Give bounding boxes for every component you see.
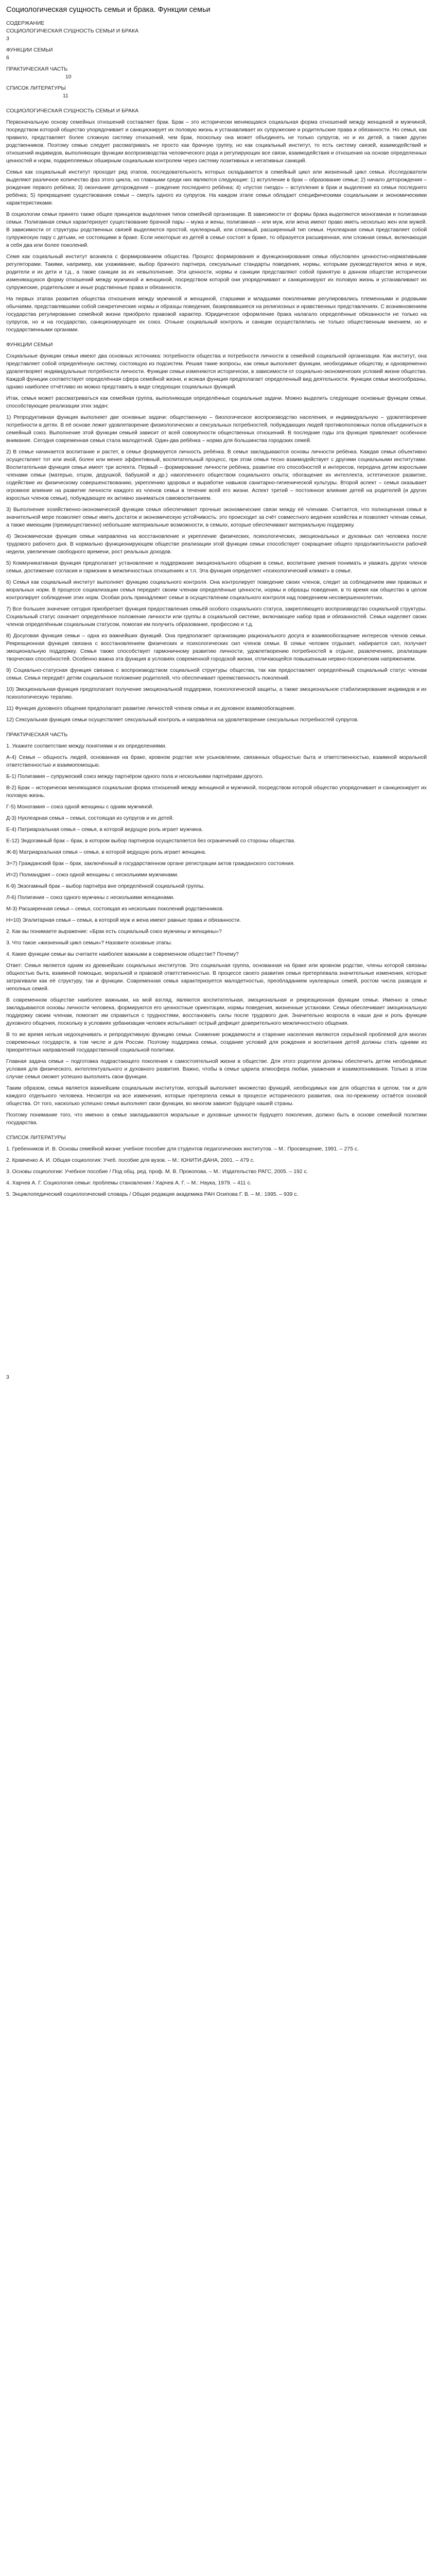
answer-paragraph: Главная задача семьи – подготовка подрастающего поколения к самостоятельной жизни в обществе. Для этого родители должны обеспечить детям необходимые условия для физического, интеллектуального и духовного развития. Важно, чтобы в семье царила атмосфера любви, уважения и взаимопонимания. Только в этом случае семья сможет успешно выполнять свои функции. <box>6 1059 427 1080</box>
toc-entry-label: ПРАКТИЧЕСКАЯ ЧАСТЬ <box>6 66 68 72</box>
toc-entry <box>6 27 427 43</box>
section-heading: СПИСОК ЛИТЕРАТУРЫ <box>6 1135 66 1141</box>
function-item: 10) Эмоциональная функция предполагает получение эмоциональной поддержки, психологической защиты, а также эмоциональное стабилизирование индивидов и их психологическую терапию. <box>6 687 427 700</box>
page-number: 3 <box>6 1375 9 1380</box>
task-line: 1. Укажите соответствие между понятиями и их определениями. <box>6 743 167 749</box>
toc-entry <box>6 46 427 62</box>
toc-entry-label: СОЦИОЛОГИЧЕСКАЯ СУЩНОСТЬ СЕМЬИ И БРАКА <box>6 28 139 34</box>
task-line: Ж-8) Матриархальная семья – семья, в которой ведущую роль играет женщина. <box>6 850 206 855</box>
task-line: Е-12) Эндогамный брак – брак, в котором выбор партнеров осуществляется без ограничений со стороны общества. <box>6 838 295 844</box>
function-item: 7) Все большее значение сегодня приобретает функция предоставления семьёй особого социального статуса, закрепляющего воспроизводство социальной структуры. Социальный статус означает определённое положение личности или группы в социальной системе, включающее набор прав и обязанностей. Семья наделяет своих членов определённым социальным статусом, помогая им получить образование, профессию и т.д. <box>6 606 427 628</box>
task-line: Е-4) Патриархальная семья – семья, в которой ведущую роль играет мужчина. <box>6 827 203 833</box>
section-heading: ПРАКТИЧЕСКАЯ ЧАСТЬ <box>6 732 68 738</box>
task-line: А-4) Семья – общность людей, основанная на браке, кровном родстве или усыновлении, связанных общностью быта и ответственностью, взаимной моральной ответственностью и взаимопомощью. <box>6 755 427 768</box>
task-line: 3. Что такое «жизненный цикл семьи»? Назовите основные этапы. <box>6 940 172 946</box>
task-line: Д-3) Нуклеарная семья – семья, состоящая из супругов и их детей. <box>6 816 174 821</box>
function-item: 2) В семье начинается воспитание и растет, в семье формируется личность ребёнка. В семье закладываются основы личности ребёнка. Каждая семья объективно осуществляет тот или иной, более или менее эффективный, воспитательный процесс, при этом семья тесно взаимодействует с другими социальными институтами. Воспитательная функция семьи имеет три аспекта. Первый – формирование личности ребёнка, развитие его способностей и интересов, передача детям взрослыми членами семьи (матерью, отцом, дедушкой, бабушкой и др.) накопленного обществом социального опыта; обогащение их интеллекта, эстетическое развитие, содействие их физическому совершенствованию, укреплению здоровья и выработке навыков санитарно-гигиенической культуры. Второй аспект – семья оказывает огромное влияние на развитие личности каждого из членов семьи в течение всей его жизни. Аспект третий – постоянное влияние детей на родителей (и других взрослых членов семьи), побуждающее их активно заниматься самовоспитанием. <box>6 449 427 501</box>
bibliography <box>6 1134 427 1198</box>
task-line: К-9) Экзогамный брак – выбор партнёра вне определённой социальной группы. <box>6 884 205 889</box>
toc-entry-page: 10 <box>65 74 72 80</box>
task-line: И=2) Полиандрия – союз одной женщины с несколькими мужчинами. <box>6 872 179 878</box>
answer-paragraph: В то же время нельзя недооценивать и репродуктивную функцию семьи. Снижение рождаемости и старение населения являются серьёзной проблемой для многих современных государств, в том числе и для России. Поэтому поддержка семьи, создание условий для рождения и воспитания детей должны стать одними из приоритетных направлений государственной социальной политики. <box>6 1032 427 1053</box>
answer-paragraph: В современном обществе наиболее важными, на мой взгляд, являются воспитательная, эмоциональная и рекреационная функции семьи. Именно в семье закладываются основы личности человека, формируются его ценностные ориентации, нормы поведения, жизненные установки. Семья обеспечивает эмоциональную поддержку своим членам, помогает им справиться с трудностями, восстановить силы после трудового дня. Значительно возросла в наши дни и роль функции духовного общения, поскольку в условиях урбанизации человек испытывает острый дефицит доверительного межличностного общения. <box>6 997 427 1026</box>
task-line: Б-1) Полигамия – супружеский союз между партнёром одного пола и несколькими партнёрами другого. <box>6 774 264 779</box>
function-item: 8) Досуговая функция семьи – одна из важнейших функций. Она предполагает организацию рационального досуга и взаимообогащение интересов членов семьи. Рекреационная функция связана с восстановлением физических и психологических сил членов семьи. В семье человек отдыхает, набирается сил, получает эмоциональную поддержку. Семья также способствует гармоничному развитию личности, удовлетворению потребностей в отдыхе, развлечениях, реализации творческих способностей. Особенно важна эта функция в условиях современной городской жизни, отличающейся повышенным нервно-психическим напряжением. <box>6 633 427 662</box>
toc-entry-page: 11 <box>63 93 68 99</box>
section-practical <box>6 731 427 1127</box>
toc-entry-page: 6 <box>6 55 9 61</box>
task-line: Г-5) Моногамия – союз одной женщины с одним мужчиной. <box>6 804 154 810</box>
bibliography-item: 2. Кравченко А. И. Общая социология: Учеб. пособие для вузов. – М.: ЮНИТИ-ДАНА, 2001. – 479 с. <box>6 1158 255 1163</box>
toc-entry <box>6 65 427 81</box>
bibliography-item: 1. Гребенников И. В. Основы семейной жизни: учебное пособие для студентов педагогических институтов. – М.: Просвещение, 1991. – 275 с. <box>6 1146 359 1152</box>
paragraph: Семя как социальный институт возникла с формированием общества. Процесс формирования и функционирования семьи обусловлен ценностно-нормативными регуляторами. Такими, например, как ухаживание, выбор брачного партнера, сексуальные стандарты поведения, нормы, которыми руководствуются жена и муж, родители и их дети и т.д., а также санкции за их невыполнение. Эти ценности, нормы и санкции представляют собой принятую в данном обществе исторически изменяющуюся форму отношений между мужчиной и женщиной, посредством которой они упорядочивают и санкционируют их половую жизнь и устанавливают их супружеские, родительские и иные родственные права и обязанности. <box>6 254 427 291</box>
answer-paragraph: Ответ: Семья является одним из древнейших социальных институтов. Это социальная группа, основанная на браке или кровном родстве, члены которой связаны общностью быта, взаимной помощью, моральной и правовой ответственностью. В процессе своего развития семья претерпевала значительные изменения, которые затрагивали как её структуру, так и функции. Современная семья характеризуется малодетностью, преобладанием нуклеарных семей, ростом числа разводов и неполных семей. <box>6 963 427 992</box>
toc-entry-label: СПИСОК ЛИТЕРАТУРЫ <box>6 86 66 91</box>
paragraph: В социологии семьи принято также общее принципов выделения типов семейной организации. В зависимости от формы брака выделяются моногамная и полигамная семьи. Полигамная семья характеризует существование брачной пары – мужа и жены, полигамная – или муж, или жена имеют право иметь несколько жен или мужей. В зависимости от структуры родственных связей выделяются простой, нуклеарный, или сложный, расширенный тип семьи. Нуклеарная семья представляет собой супружескую пару с детьми, не состоящими в браке. Если некоторые из детей в семье состоят в браке, то образуется расширенная, или сложная семья, включающая в себя два или более поколений. <box>6 212 427 248</box>
toc-entry-label: ФУНКЦИИ СЕМЬИ <box>6 47 53 53</box>
function-item: 6) Семья как социальный институт выполняет функцию социального контроля. Она контролирует поведение своих членов, следит за соблюдением ими правовых и моральных норм. В процессе социализации семья передаёт своим членам определённые ценности, нормы и образцы поведения, в то время как общество в целом контролирует соблюдение этих норм. Особая роль принадлежит семье в осуществлении социального контроля над поведением несовершеннолетних. <box>6 580 427 601</box>
function-item: 12) Сексуальная функция семьи осуществляет сексуальный контроль и направлена на удовлетворение сексуальных потребностей супругов. <box>6 717 359 723</box>
section-functions <box>6 341 427 724</box>
section-heading: ФУНКЦИИ СЕМЬИ <box>6 342 53 348</box>
function-item: 3) Выполнение хозяйственно-экономической функции семья обеспечивает прочные экономические связи между её членами. Считается, что полноценная семья в значительной мере позволяет семье иметь достаток и экономическую устойчивость: это происходит за счёт совместного ведения хозяйства и позволяет членам семьи, а также имеющим (преимущественно) небольшие материальные возможности, в семьях, которые обеспечивают материальную поддержку. <box>6 507 427 528</box>
task-line: З=7) Гражданский брак – брак, заключённый в государственном органе регистрации актов гражданского состояния. <box>6 861 295 867</box>
table-of-contents <box>6 20 427 100</box>
task-line: 4. Какие функции семьи вы считаете наиболее важными в современном обществе? Почему? <box>6 952 239 957</box>
function-item: 5) Коммуникативная функция предполагает установление и поддержание эмоционального общения в семье, воспитание умения понимать и уважать других членов семьи, достижение согласия и гармонии в межличностных отношениях и т.п. Эта функция определяет «психологический климат» в семье. <box>6 561 427 574</box>
task-line: М-3) Расширенная семья – семья, состоящая из нескольких поколений родственников. <box>6 906 224 912</box>
toc-heading: СОДЕРЖАНИЕ <box>6 21 45 26</box>
bibliography-item: 3. Основы социологии: Учебное пособие / Под общ. ред. проф. М. В. Прокопова. – М.: Издательство РАГС, 2005. – 192 с. <box>6 1169 308 1175</box>
function-item: 4) Экономическая функция семьи направлена на восстановление и укрепление физических, психологических, эмоциональных и духовных сил человека после трудового рабочего дня. В нормально функционирующем обществе реализации этой функции семьи способствует сокращение общего продолжительности рабочей недели, увеличение свободного времени, рост реальных доходов. <box>6 534 427 555</box>
paragraph: Первоначальную основу семейных отношений составляет брак. Брак – это исторически меняющаяся социальная форма отношений между женщиной и мужчиной, посредством которой общество упорядочивает и санкционирует их половую жизнь и устанавливает их супружеские и родительские права и обязанности. Но семья, как правило, представляет более сложную систему отношений, чем брак, поскольку она может объединять не только супругов, но и их детей, а также других родственников. Поэтому семью следует рассматривать не просто как брачную группу, но как социальный институт, то есть систему связей, взаимодействий и отношений индивидов, выполняющих функции воспроизводства человеческого рода и регулирующих все связи, взаимодействия и отношения на основе определенных ценностей и норм, подкрепляемых обширным социальным контролем через систему позитивных и негативных санкций. <box>6 120 427 164</box>
toc-entry-page: 3 <box>6 36 9 42</box>
paragraph: Семья как социальный институт проходит ряд этапов, последовательность которых складывается в семейный цикл или жизненный цикл семьи. Исследователи выделяют различное количество фаз этого цикла, но главными среди них являются следующие: 1) вступление в брак – образование семьи; 2) начало деторождения – рождение первого ребёнка; 3) окончание деторождения – рождение последнего ребёнка; 4) «пустое гнездо» – вступление в брак и выделение из семьи последнего ребёнка; 5) прекращение существования семьи – смерть одного из супругов. На каждом этапе семья обладает специфическими социальными и экономическими характеристиками. <box>6 170 427 206</box>
paragraph: Итак, семья может рассматриваться как семейная группа, выполняющая определённые социальные задачи. Можно выделить следующие основные функции семьи, способствующие реализации этих задач: <box>6 396 427 409</box>
function-item: 1) Репродуктивная функция выполняет две основные задачи: общественную – биологическое воспроизводство населения, и индивидуальную – удовлетворение потребности в детях. В её основе лежит удовлетворение физиологических и сексуальных потребностей, побуждающих людей противоположных полов объединиться в семейный союз. Выполнение этой функции семьей зависит от всей совокупности общественных отношений. В последние годы эта функция привлекает особенное внимание. Сегодня современная семья стала малодетной. Один-два ребёнка – норма для большинства городских семей. <box>6 415 427 444</box>
task-line: Л-6) Полигиния – союз одного мужчины с несколькими женщинами. <box>6 895 175 901</box>
document-title: Социологическая сущность семьи и брака. Функции семьи <box>6 6 211 14</box>
task-line: Н=10) Эгалитарная семья – семья, в которой муж и жена имеют равные права и обязанности. <box>6 918 241 923</box>
paragraph: Социальные функции семьи имеют два основных источника: потребности общества и потребности личности в семейной социальной организации. Как институт, она представляет собой определённую систему, состоящую из подсистем. Решая такие вопросы, как семья выполняет функции, необходимые обществу, и одновременно удовлетворяет индивидуальные потребности личности. Функции семьи изменяются исторически, в зависимости от социально-экономических условий жизни общества. Каждой функции соответствует определённая сфера семейной жизни, и всякая функция предполагает определенный вид деятельности. Функции семьи многообразны, однако наиболее отчётливо их можно представить в виде следующих социальных функций. <box>6 353 427 390</box>
toc-entry <box>6 84 427 100</box>
bibliography-item: 5. Энциклопедический социологический словарь / Общая редакция академика РАН Осипова Г. В. – М.: 1995. – 939 с. <box>6 1192 299 1197</box>
section-heading: СОЦИОЛОГИЧЕСКАЯ СУЩНОСТЬ СЕМЬИ И БРАКА <box>6 108 139 114</box>
function-item: 9) Социально-статусная функция связана с воспроизводством социальной структуры общества, так как предоставляет определённый социальный статус членам семьи. Семья передаёт детям социальное положение родителей, что обеспечивает преемственность поколений. <box>6 668 427 681</box>
answer-paragraph: Поэтому понимание того, что именно в семье закладываются моральные и духовные ценности будущего поколения, должно быть в основе семейной политики государства. <box>6 1112 427 1126</box>
task-line: В-2) Брак – исторически меняющаяся социальная форма отношений между женщиной и мужчиной, посредством которой общество упорядочивает и санкционирует их половую жизнь. <box>6 785 427 799</box>
paragraph: На первых этапах развития общества отношения между мужчиной и женщиной, старшими и младшими поколениями регулировались племенными и родовыми обычаями, представлявшими собой синкретические нормы и образцы поведения, базировавшиеся на религиозных и нравственных представлениях. С возникновением государства регулирование семейной жизни приобрело правовой характер. Юридическое оформление брака налагало определённые обязанности не только на супругов, но и на государство, санкционирующее их союз. Отныне социальный контроль и санкции осуществлялись не только общественным мнением, но и государственными органами. <box>6 296 427 333</box>
task-line: 2. Как вы понимаете выражение: «Брак есть социальный союз мужчины и женщины»? <box>6 929 222 935</box>
answer-paragraph: Таким образом, семья является важнейшим социальным институтом, который выполняет множество функций, необходимых как для общества в целом, так и для каждого отдельного человека. Несмотря на все изменения, которые претерпела семья в процессе исторического развития, она по-прежнему остаётся основой общества. От того, насколько успешно семья выполняет свои функции, во многом зависит будущее нашей страны. <box>6 1086 427 1107</box>
function-item: 11) Функция духовного общения предполагает развитие личностей членов семьи и их духовное взаимообогащение. <box>6 706 296 711</box>
section-essence <box>6 107 427 334</box>
bibliography-item: 4. Харчев А. Г. Социология семьи: проблемы становления / Харчев А. Г. – М.: Наука, 1979. – 411 с. <box>6 1180 252 1186</box>
